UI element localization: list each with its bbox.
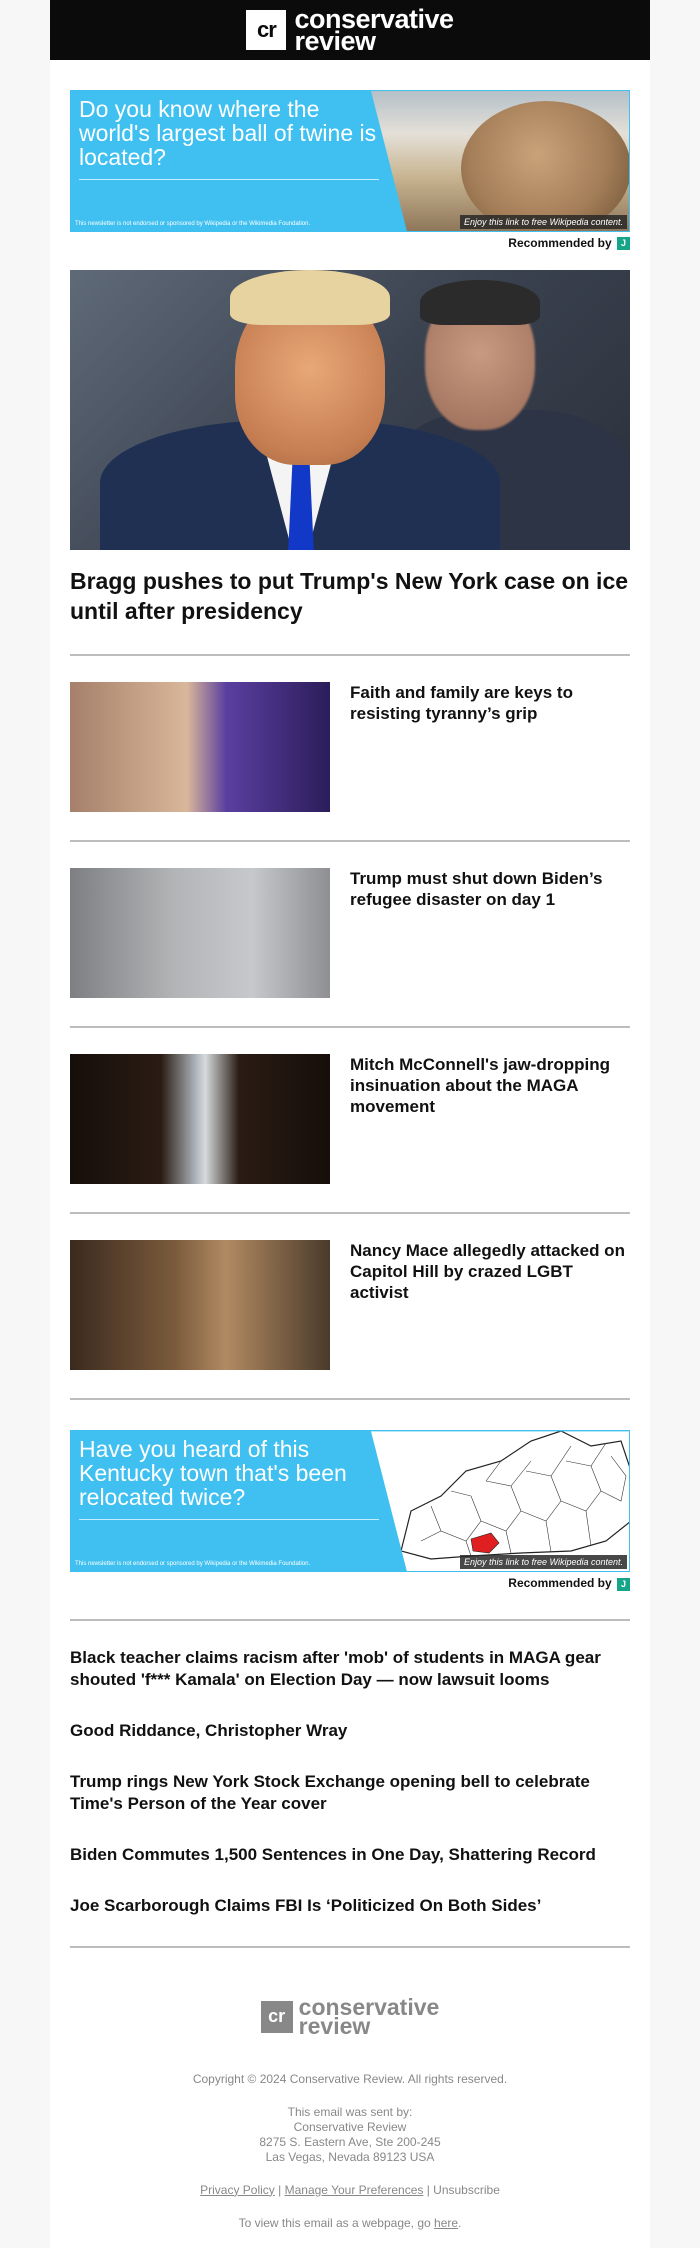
kentucky-map-image	[371, 1431, 630, 1572]
story-headline-link[interactable]: Trump must shut down Biden’s refugee disaster on day 1	[350, 869, 603, 910]
ad-banner-twine[interactable]	[70, 90, 630, 232]
footer-logo-text	[298, 1993, 440, 2039]
story-thumbnail[interactable]	[70, 1054, 330, 1184]
link-separator: |	[274, 2182, 285, 2197]
header-bar	[50, 0, 650, 60]
ad-disclaimer: This newsletter is not endorsed or sponsored by Wikipedia or the Wikimedia Foundation.	[75, 1561, 311, 1568]
hero-image[interactable]	[70, 270, 630, 550]
address-line2: Las Vegas, Nevada 89123 USA	[265, 2149, 435, 2164]
more-story-link[interactable]: Black teacher claims racism after 'mob' of students in MAGA gear shouted 'f*** Kamala' on Election Day — now lawsuit looms	[70, 1647, 601, 1689]
manage-preferences-link[interactable]: Manage Your Preferences	[284, 2182, 424, 2197]
story-item[interactable]	[70, 868, 630, 998]
email-page	[50, 0, 650, 2248]
story-item[interactable]	[70, 1240, 630, 1370]
story-thumbnail[interactable]	[70, 868, 330, 998]
divider	[70, 1398, 630, 1400]
view-webpage-suffix: .	[458, 2215, 462, 2230]
more-story-link[interactable]: Biden Commutes 1,500 Sentences in One Day, Shattering Record	[70, 1844, 596, 1864]
copyright-text: Copyright © 2024 Conservative Review. All rights reserved.	[192, 2071, 508, 2086]
more-story-link[interactable]: Trump rings New York Stock Exchange opening bell to celebrate Time's Person of the Year cover	[70, 1771, 590, 1813]
story-thumbnail[interactable]	[70, 1240, 330, 1370]
divider	[70, 1212, 630, 1214]
address-line1: 8275 S. Eastern Ave, Ste 200-245	[259, 2134, 441, 2149]
logo-line1: conservative	[294, 4, 454, 34]
recommender-badge-icon: J	[617, 1578, 630, 1591]
divider	[70, 654, 630, 656]
footer	[70, 1993, 630, 2231]
ad-title: Do you know where the world's largest ball of twine is located?	[79, 96, 377, 170]
twine-ball-shape	[461, 101, 630, 232]
footer-logo-line2: review	[298, 2012, 371, 2039]
brand-logo[interactable]	[246, 4, 454, 56]
ad-disclaimer: This newsletter is not endorsed or sponsored by Wikipedia or the Wikimedia Foundation.	[75, 221, 311, 227]
story-item[interactable]	[70, 1054, 630, 1184]
unsubscribe-link[interactable]: Unsubscribe	[433, 2182, 500, 2197]
story-headline-link[interactable]: Mitch McConnell's jaw-dropping insinuation about the MAGA movement	[350, 1055, 610, 1117]
more-story-link[interactable]: Good Riddance, Christopher Wray	[70, 1720, 348, 1740]
ad-banner-kentucky[interactable]	[70, 1430, 630, 1572]
more-story-link[interactable]: Joe Scarborough Claims FBI Is ‘Politicized On Both Sides’	[70, 1895, 542, 1915]
footer-logo[interactable]	[70, 1993, 630, 2039]
recommended-label: Recommended by	[508, 1576, 612, 1591]
ad-enjoy-caption: Enjoy this link to free Wikipedia content.	[460, 1555, 627, 1569]
logo-line2: review	[294, 26, 376, 56]
story-headline-link[interactable]: Faith and family are keys to resisting tyranny’s grip	[350, 683, 573, 724]
more-stories-list	[70, 1647, 630, 1917]
story-item[interactable]	[70, 682, 630, 812]
recommended-by[interactable]	[70, 236, 630, 250]
logo-text	[294, 4, 454, 56]
logo-mark: cr	[246, 10, 286, 50]
ad-divider	[79, 179, 379, 180]
recommender-badge-icon: J	[617, 237, 630, 250]
ad-enjoy-caption: Enjoy this link to free Wikipedia content.	[460, 215, 627, 229]
divider	[70, 1946, 630, 1948]
footer-logo-mark: cr	[261, 2001, 293, 2033]
footer-links	[70, 2183, 630, 2198]
sent-by-label: This email was sent by:	[287, 2104, 413, 2119]
twine-ball-image	[371, 91, 630, 232]
ad-title: Have you heard of this Kentucky town that's been relocated twice?	[79, 1436, 347, 1511]
link-separator: |	[423, 2182, 434, 2197]
ad-divider	[79, 1519, 379, 1520]
recommended-by[interactable]	[70, 1576, 630, 1590]
view-webpage-prefix: To view this email as a webpage, go	[238, 2215, 435, 2230]
view-webpage-link[interactable]: here	[434, 2215, 459, 2230]
hero-hair-background	[420, 280, 540, 325]
view-webpage-text	[70, 2216, 630, 2231]
company-name: Conservative Review	[293, 2119, 407, 2134]
hero-headline-link[interactable]: Bragg pushes to put Trump's New York case on ice until after presidency	[70, 568, 629, 625]
hero-hair	[230, 270, 390, 325]
divider	[70, 1619, 630, 1621]
story-headline-link[interactable]: Nancy Mace allegedly attacked on Capitol Hill by crazed LGBT activist	[350, 1241, 625, 1303]
content	[50, 90, 650, 2231]
privacy-policy-link[interactable]: Privacy Policy	[200, 2182, 275, 2197]
recommended-label: Recommended by	[508, 236, 612, 250]
story-thumbnail[interactable]	[70, 682, 330, 812]
map-svg	[371, 1431, 630, 1572]
divider	[70, 1026, 630, 1028]
footer-logo-line1: conservative	[298, 1993, 440, 2020]
divider	[70, 840, 630, 842]
